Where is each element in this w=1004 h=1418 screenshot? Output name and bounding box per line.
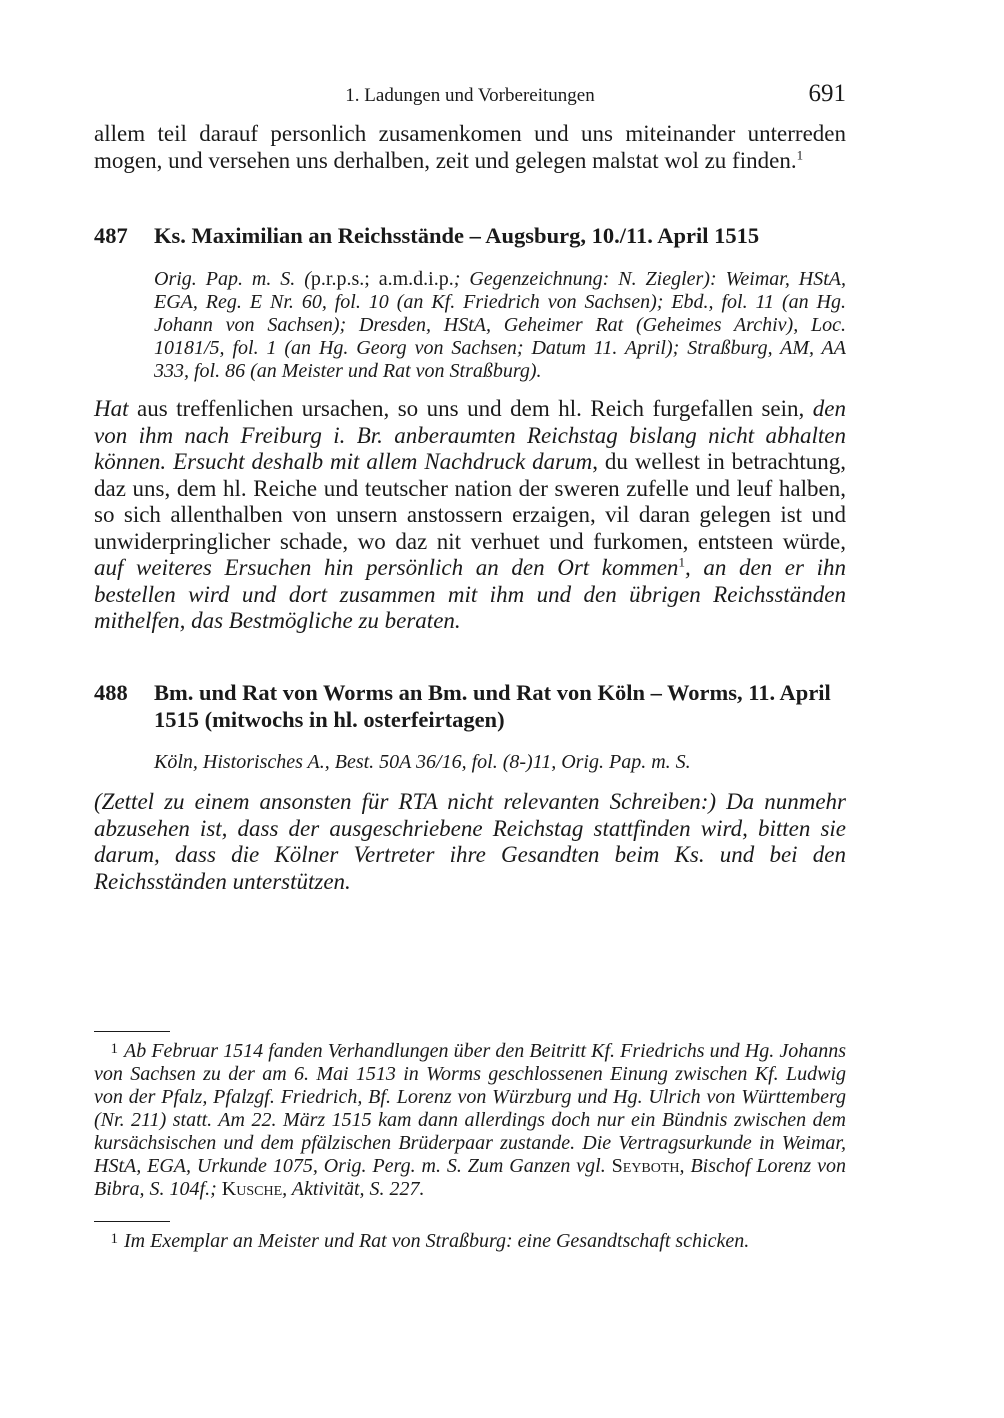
- entry-title: Bm. und Rat von Worms an Bm. und Rat von Köln – Worms, 11. April 1515 (mitwochs in hl. osterfeirtagen): [154, 680, 831, 732]
- entry-number: 488: [94, 680, 128, 705]
- footnote-mark: 1: [110, 1041, 118, 1057]
- text-part: , du wellest in betrachtung, daz uns, dem hl. Reiche und teutscher nation der sweren zufelle und leuf halben, so sich allenthalben von unsern anstossern erzaigen, vil daran gelegen ist und unwiderpringlicher schade, wo daz nit verhuet und furkomen, entsteen würde,: [94, 449, 846, 554]
- entry-487-source: [154, 268, 846, 383]
- author-name: Seyboth: [611, 1155, 680, 1177]
- footnote-text: Ab Februar 1514 fanden Verhandlungen über den Beitritt Kf. Friedrichs und Hg. Johanns von Sachsen zu der am 6. Mai 1513 in Worms geschlossenen Einung zwischen Kf. Ludwig von der Pfalz, Pfalzgf. Friedrich, Bf. Lorenz von Würzburg und Hg. Ulrich von Württemberg (Nr. 211) statt. Am 22. März 1515 kam dann allerdings doch nur ein Bündnis zwischen dem kursächsischen und dem pfälzischen Brüderpaar zustande. Die Vertragsurkunde in Weimar, HStA, EGA, Urkunde 1075, Orig. Perg. m. S. Zum Ganzen vgl.: [94, 1040, 846, 1177]
- footnote-mark: 1: [110, 1231, 118, 1247]
- footnote-rule: [94, 1221, 170, 1222]
- entry-488-heading: [94, 679, 846, 733]
- text-part: , an den er ihn bestellen wird und dort zusammen mit ihm und den übrigen Reichsständen mithelfen, das Bestmögliche zu beraten.: [94, 555, 846, 633]
- text-part: (Zettel zu einem ansonsten für RTA nicht relevanten Schreiben:) Da nunmehr abzusehen ist, dass der ausgeschriebene Reichstag stattfinden wird, bitten sie darum, dass die Kölner Vertreter ihre Gesandten beim Ks. und bei den Reichsständen unterstützen.: [94, 789, 846, 894]
- source-part: Köln, Historisches A., Best. 50A 36/16, fol. (8-)11, Orig. Pap. m. S.: [154, 751, 691, 773]
- footnote-rule: [94, 1031, 170, 1032]
- text-part: aus treffenlichen ursachen, so uns und dem hl. Reich furgefallen sein: [128, 396, 799, 421]
- text-part: auf weiteres Ersuchen hin persönlich an den Ort kommen: [94, 555, 679, 580]
- page-number: 691: [808, 80, 846, 107]
- entry-488-text: [94, 789, 846, 895]
- author-name: Kusche: [221, 1178, 283, 1200]
- footnote-ref: 1: [796, 146, 804, 162]
- entry-487-text: [94, 396, 846, 635]
- source-part: a.m.d.i.p.: [378, 268, 454, 290]
- page-header: [94, 80, 846, 110]
- entry-488-source: [154, 751, 846, 774]
- footnote-1: [94, 1038, 846, 1201]
- footnote-ref: 1: [678, 554, 685, 570]
- source-part: Orig. Pap. m. S. (: [154, 268, 311, 290]
- running-title: 1. Ladungen und Vorbereitungen: [345, 85, 595, 106]
- source-part: p.r.p.s.;: [310, 268, 370, 290]
- footnote-text: Im Exemplar an Meister und Rat von Straßburg: eine Gesandtschaft schicken.: [124, 1230, 750, 1252]
- entry-title: Ks. Maximilian an Reichsstände – Augsburg, 10./11. April 1515: [154, 223, 760, 248]
- text-part: , den von ihm nach Freiburg i. Br. anberaumten Reichstag bislang nicht abhalten können. Ersucht deshalb mit allem Nachdruck darum: [94, 396, 846, 474]
- footnote-text: , Aktivität, S. 227.: [282, 1178, 425, 1200]
- entry-number: 487: [94, 223, 128, 248]
- text-part: Hat: [94, 396, 129, 421]
- intro-text: allem teil darauf personlich zusamenkomen und uns miteinander unterreden mogen, und versehen uns derhalben, zeit und gelegen malstat wol zu finden.: [94, 121, 846, 173]
- footnote-2: [94, 1228, 846, 1253]
- entry-487-heading: [94, 222, 846, 249]
- source-part: ; Gegenzeichnung: N. Ziegler): Weimar, HStA, EGA, Reg. E Nr. 60, fol. 10 (an Kf. Friedrich von Sachsen); Ebd., fol. 11 (an Hg. Johann von Sachsen); Dresden, HStA, Geheimer Rat (Geheimes Archiv), Loc. 10181/5, fol. 1 (an Hg. Georg von Sachsen; Datum 11. April); Straßburg, AM, AA 333, fol. 86 (an Meister und Rat von Straßburg).: [154, 268, 847, 382]
- footnote-text: , Bischof Lorenz von Bibra, S. 104f.;: [94, 1155, 846, 1200]
- intro-paragraph: [94, 121, 846, 174]
